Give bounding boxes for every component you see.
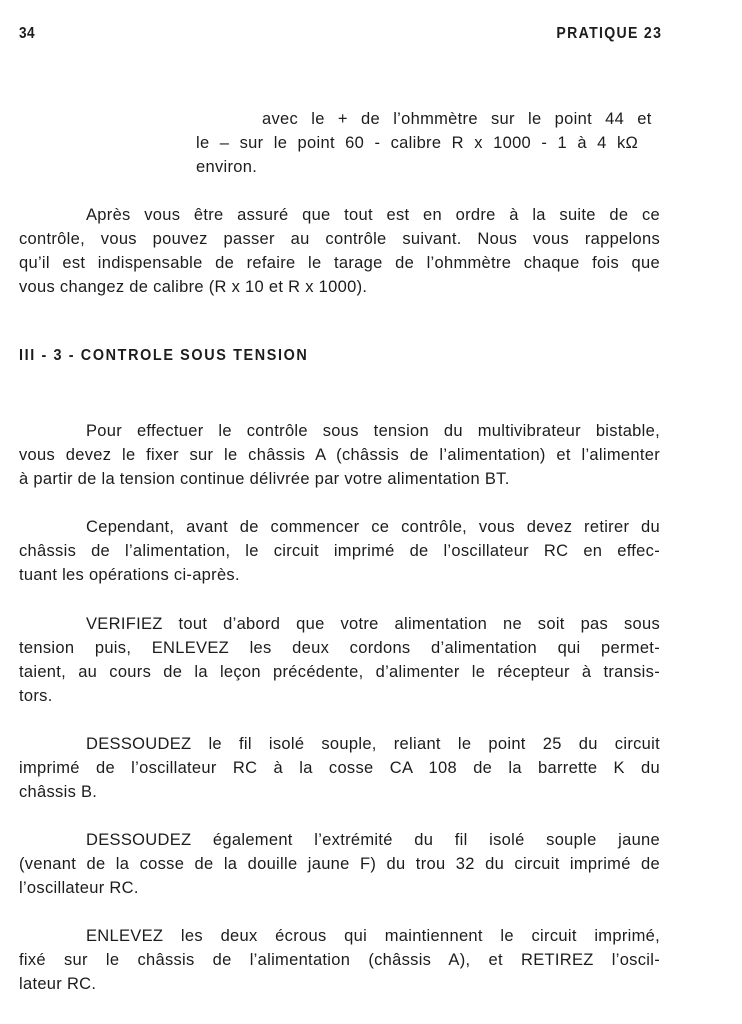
text-line: l’oscillateur RC. [19,879,139,897]
text-line: Cependant, avant de commencer ce contrôle, vous devez retirer du [86,518,660,536]
text-line: VERIFIEZ tout d’abord que votre alimentation ne soit pas sous [86,615,660,633]
text-line: vous changez de calibre (R x 10 et R x 1000). [19,278,368,296]
text-line: lateur RC. [19,975,97,993]
text-line: avec le + de l’ohmmètre sur le point 44 et [262,110,652,128]
text-line: qu’il est indispensable de refaire le tarage de l’ohmmètre chaque fois que [19,254,660,272]
text-line: Pour effectuer le contrôle sous tension du multivibrateur bistable, [86,422,660,440]
text-line: imprimé de l’oscillateur RC à la cosse CA 108 de la barrette K du [19,759,660,777]
running-title: PRATIQUE 23 [556,25,662,42]
text-line: tuant les opérations ci-après. [19,566,240,584]
text-line: le – sur le point 60 - calibre R x 1000 - 1 à 4 kΩ [196,134,639,152]
text-line: à partir de la tension continue délivrée par votre alimentation BT. [19,470,510,488]
text-line: Après vous être assuré que tout est en ordre à la suite de ce [86,206,660,224]
text-line: taient, au cours de la leçon précédente, d’alimenter le récepteur à transis- [19,663,660,681]
text-line: tension puis, ENLEVEZ les deux cordons d’alimentation qui permet- [19,639,660,657]
text-line: tors. [19,687,53,705]
text-line: DESSOUDEZ le fil isolé souple, reliant le point 25 du circuit [86,735,660,753]
text-line: vous devez le fixer sur le châssis A (châssis de l’alimentation) et l’alimenter [19,446,660,464]
text-line: ENLEVEZ les deux écrous qui maintiennent le circuit imprimé, [86,927,660,945]
text-line: fixé sur le châssis de l’alimentation (châssis A), et RETIREZ l’oscil- [19,951,660,969]
text-line: châssis de l’alimentation, le circuit imprimé de l’oscillateur RC en effec- [19,542,660,560]
text-line: (venant de la cosse de la douille jaune F) du trou 32 du circuit imprimé de [19,855,660,873]
text-line: châssis B. [19,783,98,801]
page-number: 34 [19,25,35,42]
section-heading: III - 3 - CONTROLE SOUS TENSION [19,347,309,364]
text-line: contrôle, vous pouvez passer au contrôle suivant. Nous vous rappelons [19,230,660,248]
text-line: DESSOUDEZ également l’extrémité du fil isolé souple jaune [86,831,660,849]
text-line: environ. [196,158,258,176]
